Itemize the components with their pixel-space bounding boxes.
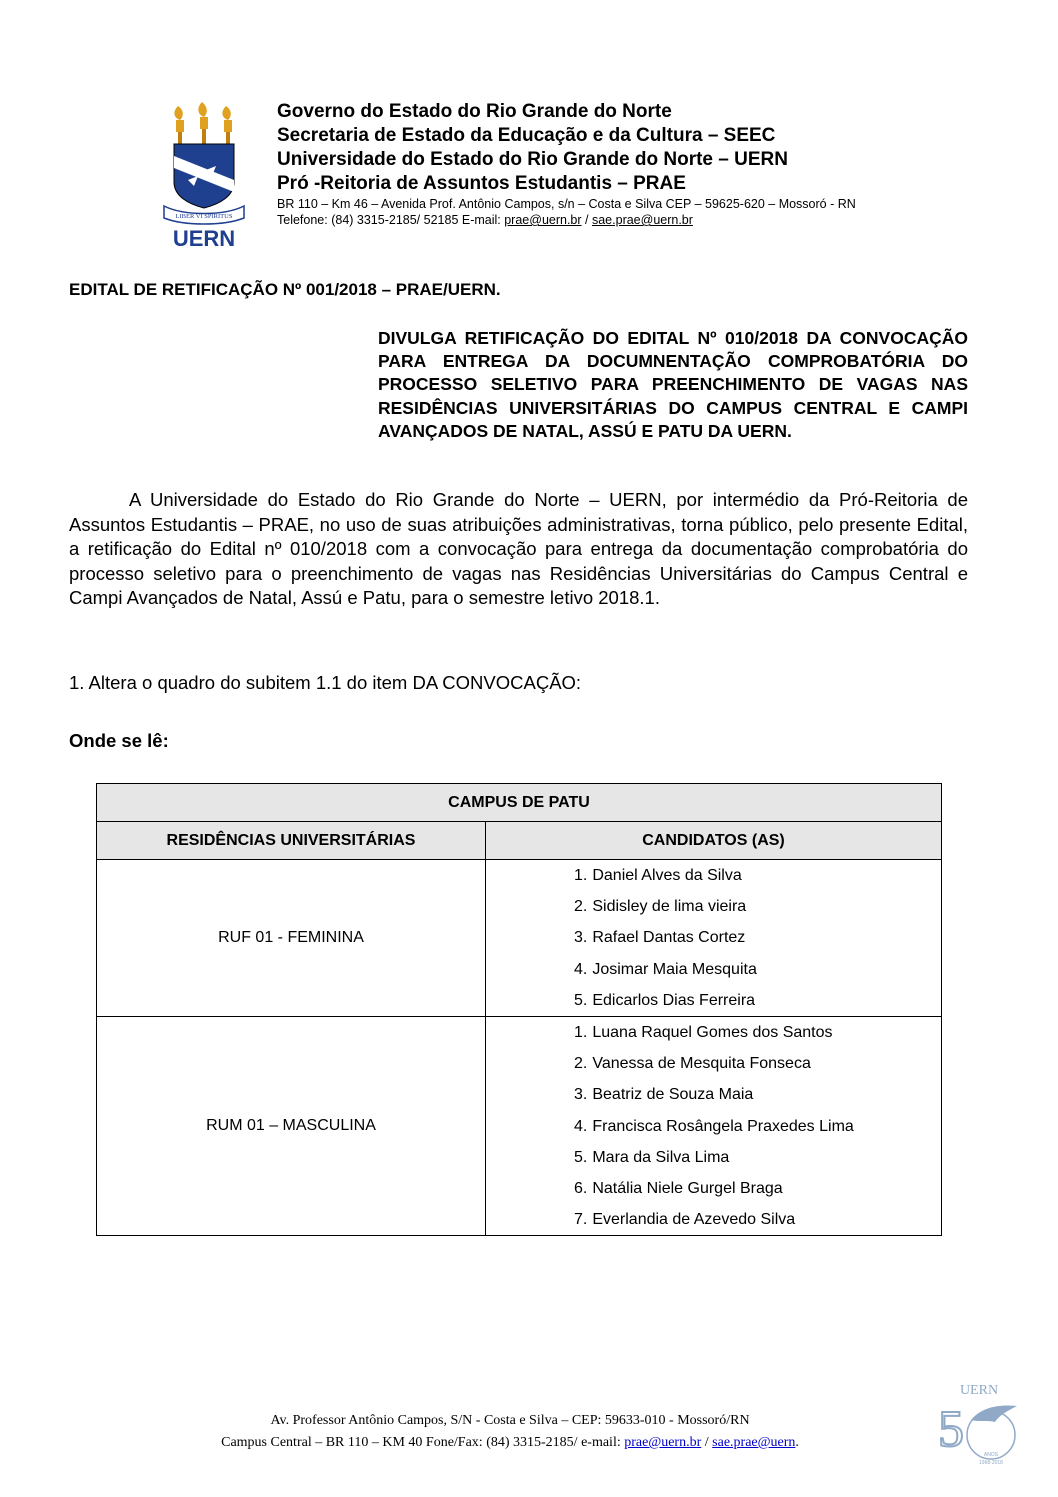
header-email-separator: / [581, 213, 592, 227]
edital-summary: DIVULGA RETIFICAÇÃO DO EDITAL Nº 010/2018 DA CONVOCAÇÃO PARA ENTREGA DA DOCUMNENTAÇÃO COMPROBATÓRIA DO PROCESSO SELETIVO PARA PREENCHIMENTO DE VAGAS NAS RESIDÊNCIAS UNIVERSITÁRIAS DO CAMPUS CENTRAL E CAMPI AVANÇADOS DE NATAL, ASSÚ E PATU DA UERN. [378, 328, 968, 441]
list-item [574, 860, 941, 891]
header-contact [277, 212, 856, 228]
candidate-name: Natália Niele Gurgel Braga [592, 1179, 783, 1197]
footer-period: . [795, 1435, 799, 1450]
list-item [574, 1173, 941, 1204]
candidate-name: Mara da Silva Lima [592, 1148, 730, 1166]
list-number: 4. [574, 1117, 588, 1135]
list-item [574, 1079, 941, 1110]
candidate-name: Sidisley de lima vieira [592, 898, 747, 916]
column-header-candidates: CANDIDATOS (AS) [486, 822, 942, 860]
letterhead [160, 100, 960, 250]
column-header-residences: RESIDÊNCIAS UNIVERSITÁRIAS [97, 822, 486, 860]
campus-header: CAMPUS DE PATU [97, 784, 942, 822]
header-email-sae-link[interactable]: sae.prae@uern.br [591, 213, 693, 227]
candidate-list [574, 860, 941, 1016]
footer-contact [140, 1432, 880, 1454]
uern-logo [160, 100, 248, 250]
list-item [574, 1142, 941, 1173]
table-row [97, 860, 942, 1017]
list-item [574, 954, 941, 985]
candidate-name: Josimar Maia Mesquita [592, 960, 757, 978]
list-number: 1. [574, 867, 588, 884]
footer-email-sae-link[interactable]: sae.prae@uern [712, 1435, 796, 1450]
uern-50-years-stamp [925, 1380, 1027, 1470]
convocation-table [96, 783, 942, 1236]
list-number: 4. [574, 960, 588, 978]
body-paragraph: A Universidade do Estado do Rio Grande do Norte – UERN, por intermédio da Pró-Reitoria de Assuntos Estudantis – PRAE, no uso de suas atribuições administrativas, torna público, pelo presente Edital, a retificação do Edital nº 010/2018 com a convocação para entrega da documentação comprobatória do processo seletivo para o preenchimento de vagas nas Residências Universitárias do Campus Central e Campi Avançados de Natal, Assú e Patu, para o semestre letivo 2018.1. [69, 489, 968, 608]
candidate-name: Vanessa de Mesquita Fonseca [592, 1055, 811, 1073]
list-item [574, 1017, 941, 1048]
header-phone: Telefone: (84) 3315-2185/ 52185 E-mail: [277, 213, 505, 227]
list-number: 5. [574, 991, 588, 1009]
header-line-2: Secretaria de Estado da Educação e da Cultura – SEEC [277, 125, 776, 146]
list-item [574, 1204, 941, 1235]
residence-cell: RUM 01 – MASCULINA [97, 1016, 486, 1235]
table-row [97, 1016, 942, 1235]
candidates-cell [486, 1016, 942, 1235]
header-line-4: Pró -Reitoria de Assuntos Estudantis – PRAE [277, 173, 686, 194]
footer-email-separator: / [701, 1435, 713, 1450]
candidates-cell [486, 860, 942, 1017]
header-line-3: Universidade do Estado do Rio Grande do Norte – UERN [277, 149, 788, 170]
table-header-row [97, 822, 942, 860]
footer-phone: Campus Central – BR 110 – KM 40 Fone/Fax: (84) 3315-2185/ e-mail: [221, 1435, 625, 1450]
footer-email-prae-link[interactable]: prae@uern.br [624, 1435, 702, 1450]
candidate-name: Everlandia de Azevedo Silva [592, 1211, 796, 1229]
candidate-name: Daniel Alves da Silva [592, 867, 742, 884]
candidate-list [574, 1017, 941, 1235]
list-item [574, 1048, 941, 1079]
candidate-name: Francisca Rosângela Praxedes Lima [592, 1117, 854, 1135]
letterhead-text [277, 100, 856, 228]
page-footer [140, 1410, 880, 1454]
list-number: 2. [574, 898, 588, 916]
stamp-five-glyph: 5 [938, 1401, 964, 1458]
torch-icon-middle [198, 102, 208, 146]
candidate-name: Beatriz de Souza Maia [592, 1086, 754, 1104]
header-email-prae-link[interactable]: prae@uern.br [504, 213, 582, 227]
shield-icon [174, 144, 234, 208]
list-number: 7. [574, 1211, 588, 1229]
list-item [574, 1111, 941, 1142]
table-campus-row [97, 784, 942, 822]
item-1-text: 1. Altera o quadro do subitem 1.1 do item DA CONVOCAÇÃO: [69, 672, 582, 693]
list-item [574, 891, 941, 922]
residence-cell: RUF 01 - FEMININA [97, 860, 486, 1017]
candidate-name: Rafael Dantas Cortez [592, 929, 746, 947]
candidate-name: Edicarlos Dias Ferreira [592, 991, 756, 1009]
stamp-title: UERN [959, 1383, 999, 1398]
edital-title: EDITAL DE RETIFICAÇÃO Nº 001/2018 – PRAE/UERN. [69, 280, 501, 299]
stamp-years: 1968-2018 [979, 1460, 1003, 1466]
list-number: 1. [574, 1023, 588, 1041]
header-address: BR 110 – Km 46 – Avenida Prof. Antônio Campos, s/n – Costa e Silva CEP – 59625-620 – Mossoró - RN [277, 197, 856, 211]
list-number: 2. [574, 1055, 588, 1073]
onde-se-le-heading: Onde se lê: [69, 730, 169, 751]
footer-address: Av. Professor Antônio Campos, S/N - Costa e Silva – CEP: 59633-010 - Mossoró/RN [270, 1413, 750, 1428]
svg-text:LIBER VI SPIRITUS: LIBER VI SPIRITUS [175, 213, 233, 220]
logo-wordmark: UERN [172, 226, 236, 250]
candidate-name: Luana Raquel Gomes dos Santos [592, 1023, 833, 1041]
header-line-1: Governo do Estado do Rio Grande do Norte [277, 101, 672, 122]
list-number: 3. [574, 929, 588, 947]
torch-icon-right [222, 106, 232, 146]
list-item [574, 922, 941, 953]
list-number: 5. [574, 1148, 588, 1166]
torch-icon-left [174, 106, 184, 146]
list-number: 3. [574, 1086, 588, 1104]
stamp-anos: ANOS [983, 1452, 999, 1458]
list-number: 6. [574, 1179, 588, 1197]
motto-banner [164, 206, 244, 224]
list-item [574, 985, 941, 1016]
